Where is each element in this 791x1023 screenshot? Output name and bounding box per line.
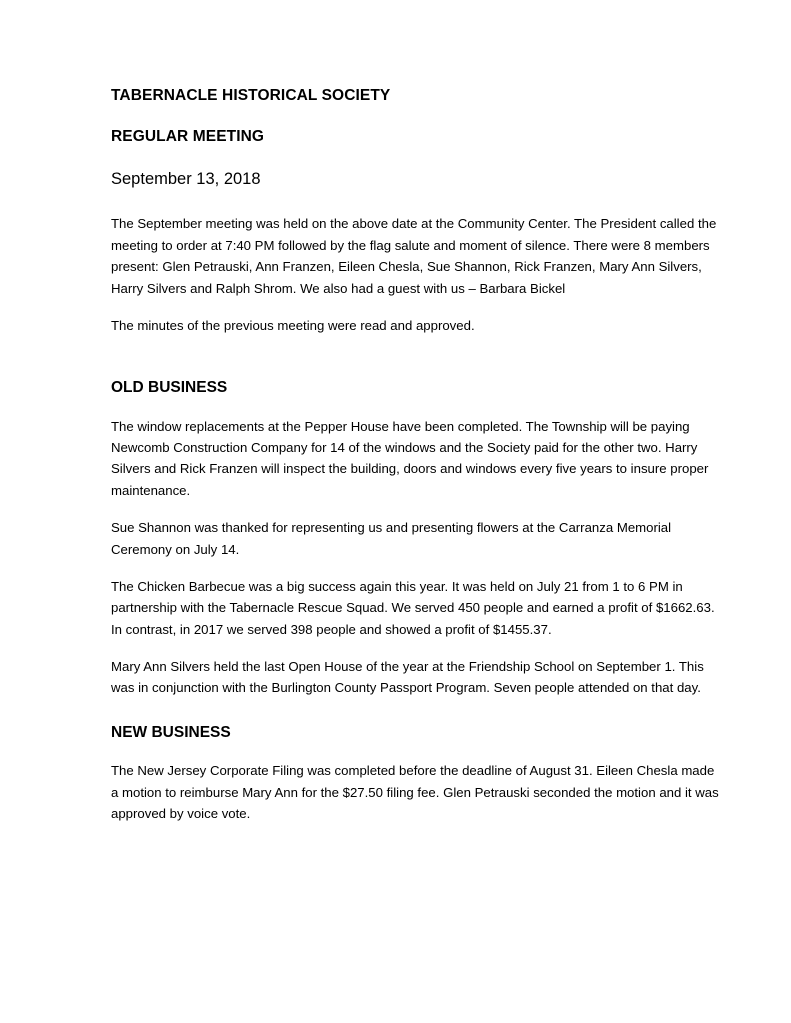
section-spacer — [111, 352, 719, 378]
old-business-heading: OLD BUSINESS — [111, 379, 228, 397]
new-business-paragraph-1: The New Jersey Corporate Filing was completed before the deadline of August 31. Eileen Chesla made a motion to reimburse Mary Ann for the $27.50 filing fee. Glen Petrauski seconded the motion and it was approved by voice vote. — [111, 763, 719, 821]
meeting-date: September 13, 2018 — [111, 169, 261, 188]
organization-title: TABERNACLE HISTORICAL SOCIETY — [111, 87, 391, 104]
intro-paragraph-2: The minutes of the previous meeting were read and approved. — [111, 317, 475, 333]
old-business-paragraph-1: The window replacements at the Pepper House have been completed. The Township will be paying Newcomb Construction Company for 14 of the windows and the Society paid for the other two. Harry Silvers and Rick Franzen will inspect the building, doors and windows every five years to insure proper maintenance. — [111, 418, 709, 498]
new-business-heading: NEW BUSINESS — [111, 723, 231, 741]
old-business-paragraph-2: Sue Shannon was thanked for representing us and presenting flowers at the Carranza Memorial Ceremony on July 14. — [111, 520, 672, 557]
old-business-paragraph-3: The Chicken Barbecue was a big success again this year. It was held on July 21 from 1 to 6 PM in partnership with the Tabernacle Rescue Squad. We served 450 people and earned a profit of $1662.63. In contrast, in 2017 we served 398 people and showed a profit of $1455.37. — [111, 578, 715, 637]
intro-paragraph-1: The September meeting was held on the above date at the Community Center. The President called the meeting to order at 7:40 PM followed by the flag salute and moment of silence. There were 8 members present: Glen Petrauski, Ann Franzen, Eileen Chesla, Sue Shannon, Rick Franzen, Mary Ann Silvers, Harry Silvers and Ralph Shrom. We also had a guest with us – Barbara Bickel — [111, 216, 717, 296]
meeting-title: REGULAR MEETING — [111, 128, 265, 146]
section-spacer-2 — [111, 713, 719, 723]
document-body — [111, 86, 719, 824]
old-business-paragraph-4: Mary Ann Silvers held the last Open House of the year at the Friendship School on September 1. This was in conjunction with the Burlington County Passport Program. Seven people attended on that day. — [111, 659, 704, 696]
